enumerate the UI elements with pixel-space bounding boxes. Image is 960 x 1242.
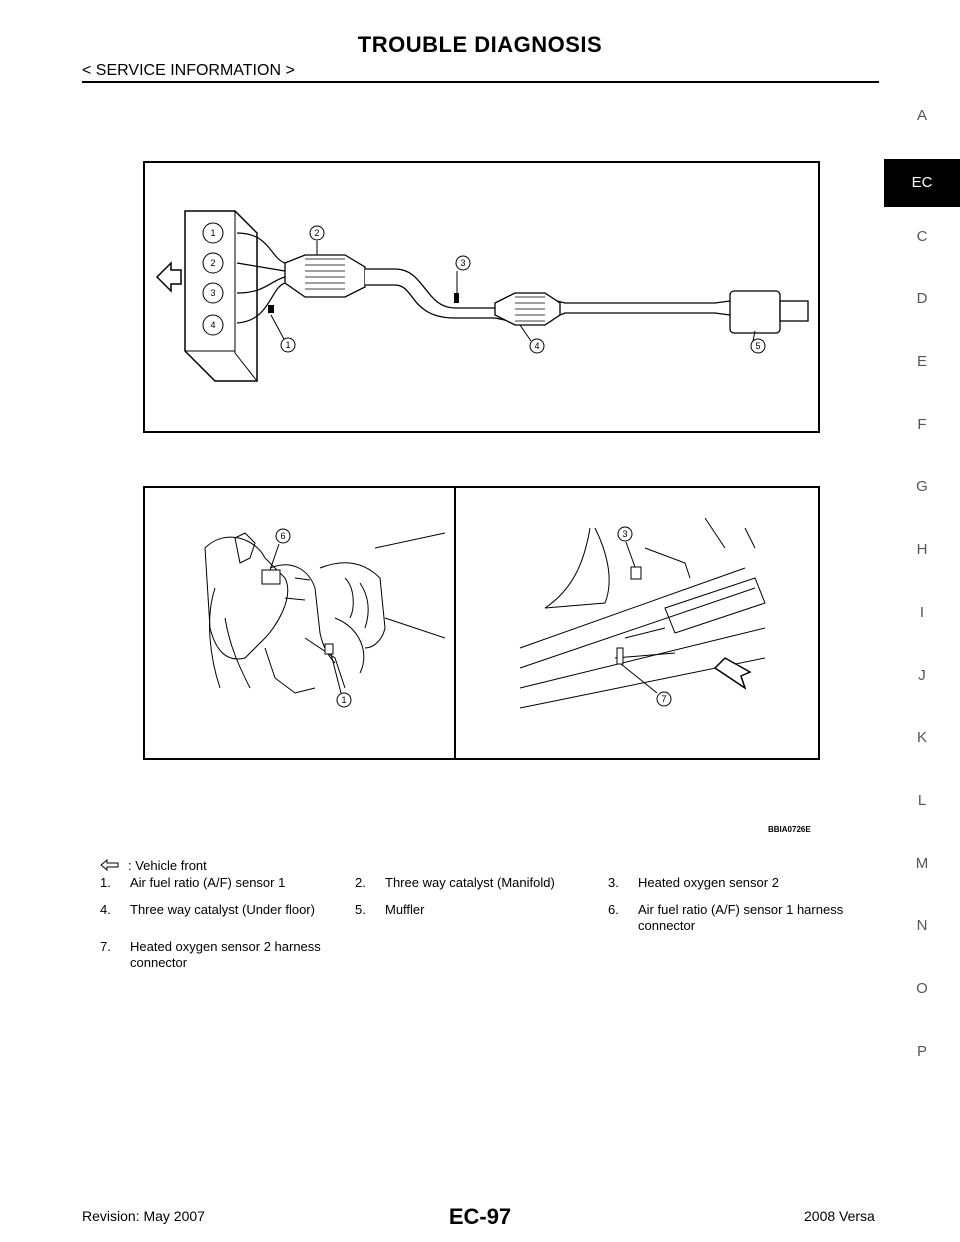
index-ec[interactable]: EC — [884, 159, 960, 207]
sensor-2-marker — [454, 293, 459, 303]
svg-text:2: 2 — [210, 258, 216, 268]
vehicle-front-arrow-icon — [100, 859, 120, 874]
index-o[interactable]: O — [916, 979, 928, 997]
caption-4: 4. Three way catalyst (Under floor) — [100, 902, 315, 917]
svg-text:2: 2 — [314, 228, 320, 238]
underbody-sketch — [520, 518, 765, 708]
exhaust-system-diagram — [143, 161, 820, 433]
index-j[interactable]: J — [918, 666, 926, 684]
tailpipe — [780, 301, 808, 321]
vehicle-front-arrow-icon — [157, 263, 181, 291]
svg-text:3: 3 — [210, 288, 216, 298]
svg-text:3: 3 — [622, 529, 628, 539]
index-n[interactable]: N — [916, 917, 928, 935]
index-c[interactable]: C — [916, 227, 928, 245]
index-k[interactable]: K — [916, 729, 927, 747]
svg-text:4: 4 — [210, 320, 216, 330]
svg-text:6: 6 — [280, 531, 286, 541]
caption-5: 5. Muffler — [355, 902, 425, 917]
svg-text:1: 1 — [210, 228, 216, 238]
exhaust-system-drawing — [145, 163, 818, 431]
engine-bay-sketch — [205, 533, 445, 693]
section-index — [884, 96, 960, 1094]
svg-text:5: 5 — [755, 341, 761, 351]
index-g[interactable]: G — [916, 478, 928, 496]
svg-text:4: 4 — [534, 341, 540, 351]
sensor-1-photo-marker — [325, 644, 333, 654]
svg-text:1: 1 — [285, 340, 291, 350]
caption-3: 3. Heated oxygen sensor 2 — [608, 875, 779, 890]
sensor-1-marker — [268, 305, 274, 313]
figure-code: BBIA0726E — [768, 825, 811, 834]
index-f[interactable]: F — [917, 415, 927, 433]
index-l[interactable]: L — [917, 791, 927, 809]
legend — [100, 858, 207, 874]
index-d[interactable]: D — [916, 290, 928, 308]
footer-page-number: EC-97 — [448, 1204, 512, 1229]
sensor-2-photo-marker — [631, 567, 641, 579]
svg-text:3: 3 — [460, 258, 466, 268]
index-i[interactable]: I — [919, 603, 925, 621]
caption-1: 1. Air fuel ratio (A/F) sensor 1 — [100, 875, 286, 890]
index-e[interactable]: E — [916, 353, 927, 371]
page-title: TROUBLE DIAGNOSIS — [357, 32, 603, 57]
index-h[interactable]: H — [916, 541, 928, 559]
index-a[interactable]: A — [916, 107, 927, 124]
header-rule — [82, 81, 879, 83]
index-m[interactable]: M — [915, 854, 929, 872]
bottom-callouts — [270, 527, 671, 707]
index-p[interactable]: P — [916, 1042, 927, 1060]
svg-text:7: 7 — [661, 694, 667, 704]
svg-text:1: 1 — [341, 695, 347, 705]
footer-revision: Revision: May 2007 — [82, 1208, 205, 1224]
sensor-location-illustrations — [143, 486, 820, 760]
caption-6: 6. Air fuel ratio (A/F) sensor 1 harness connector — [608, 902, 844, 933]
sensor-location-drawing — [145, 488, 818, 758]
harness-connector-6 — [262, 570, 280, 584]
legend-label: : Vehicle front — [128, 858, 207, 873]
caption-2: 2. Three way catalyst (Manifold) — [355, 875, 555, 890]
caption-7: 7. Heated oxygen sensor 2 harness connector — [100, 939, 321, 970]
muffler — [730, 291, 780, 333]
harness-connector-7 — [617, 648, 623, 664]
footer-model: 2008 Versa — [804, 1208, 875, 1224]
section-subtitle: < SERVICE INFORMATION > — [82, 62, 295, 79]
manifold-catalyst — [285, 255, 365, 297]
